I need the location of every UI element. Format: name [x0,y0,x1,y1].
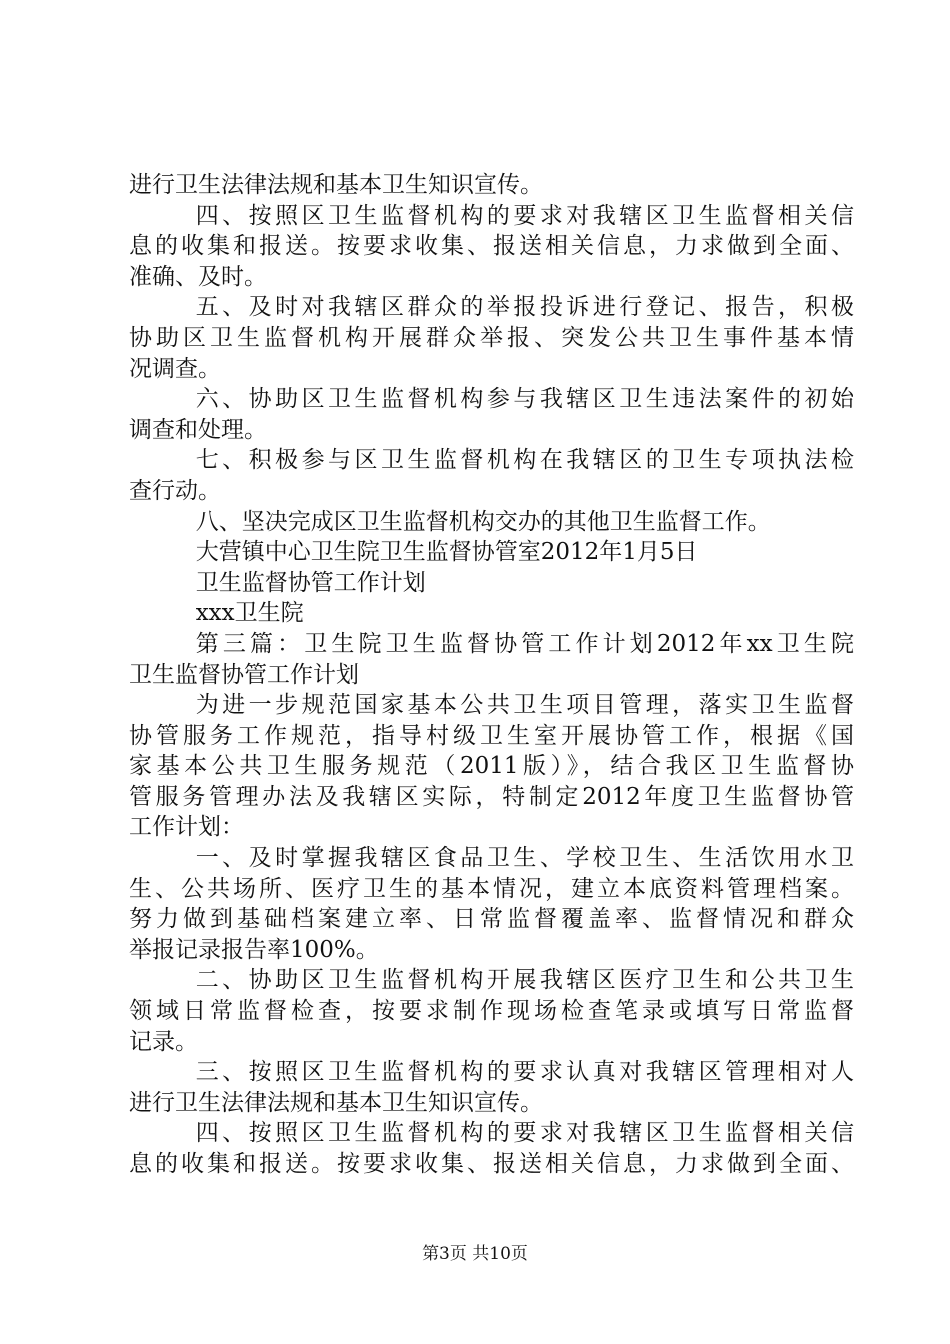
text-line: 八、坚决完成区卫生监督机构交办的其他卫生监督工作。 [195,508,771,535]
text-line: 记录。 [129,1028,198,1055]
text-line: 调查和处理。 [129,416,267,443]
text-line: 况调查。 [129,355,221,382]
text-line: 进行卫生法律法规和基本卫生知识宣传。 [129,1089,543,1116]
text-line: 三、按照区卫生监督机构的要求认真对我辖区管理相对人 [195,1059,854,1086]
text-line: 六、协助区卫生监督机构参与我辖区卫生违法案件的初始 [195,386,854,413]
text-line: 二、协助区卫生监督机构开展我辖区医疗卫生和公共卫生 [195,967,854,994]
text-line: 七、积极参与区卫生监督机构在我辖区的卫生专项执法检 [195,447,854,474]
page-footer: 第3页 共10页 [422,1244,528,1264]
text-line: 卫生监督协管工作计划 [129,661,359,688]
text-line: 四、按照区卫生监督机构的要求对我辖区卫生监督相关信 [195,202,854,229]
text-line: 息的收集和报送。按要求收集、报送相关信息，力求做到全面、 [129,1151,854,1177]
text-line: 协管服务工作规范，指导村级卫生室开展协管工作，根据《国 [129,722,854,749]
text-line: 家基本公共卫生服务规范（2011版）》，结合我区卫生监督协 [129,753,854,780]
text-line: 大营镇中心卫生院卫生监督协管室2012年1月5日 [195,539,698,566]
text-line: 领域日常监督检查，按要求制作现场检查笔录或填写日常监督 [129,998,854,1025]
text-line: 进行卫生法律法规和基本卫生知识宣传。 [129,172,543,198]
text-line: 协助区卫生监督机构开展群众举报、突发公共卫生事件基本情 [129,324,854,351]
text-line: 为进一步规范国家基本公共卫生项目管理，落实卫生监督 [195,692,854,719]
text-line: 举报记录报告率100%。 [129,936,379,963]
text-line: 管服务管理办法及我辖区实际，特制定2012年度卫生监督协管 [129,783,854,810]
text-line: 四、按照区卫生监督机构的要求对我辖区卫生监督相关信 [195,1120,854,1147]
text-line: 息的收集和报送。按要求收集、报送相关信息，力求做到全面、 [129,233,854,260]
text-line: 生、公共场所、医疗卫生的基本情况，建立本底资料管理档案。 [129,875,854,902]
text-line: xxx卫生院 [195,600,304,627]
text-line: 一、及时掌握我辖区食品卫生、学校卫生、生活饮用水卫 [195,845,854,872]
text-line: 第三篇：卫生院卫生监督协管工作计划2012年xx卫生院 [195,630,854,657]
text-line: 准确、及时。 [129,263,267,290]
text-line: 查行动。 [129,477,221,504]
document-body [129,170,854,1180]
text-line: 五、及时对我辖区群众的举报投诉进行登记、报告，积极 [195,294,854,321]
text-line: 努力做到基础档案建立率、日常监督覆盖率、监督情况和群众 [129,906,854,933]
text-line: 工作计划： [129,814,244,841]
text-line: 卫生监督协管工作计划 [195,569,426,596]
